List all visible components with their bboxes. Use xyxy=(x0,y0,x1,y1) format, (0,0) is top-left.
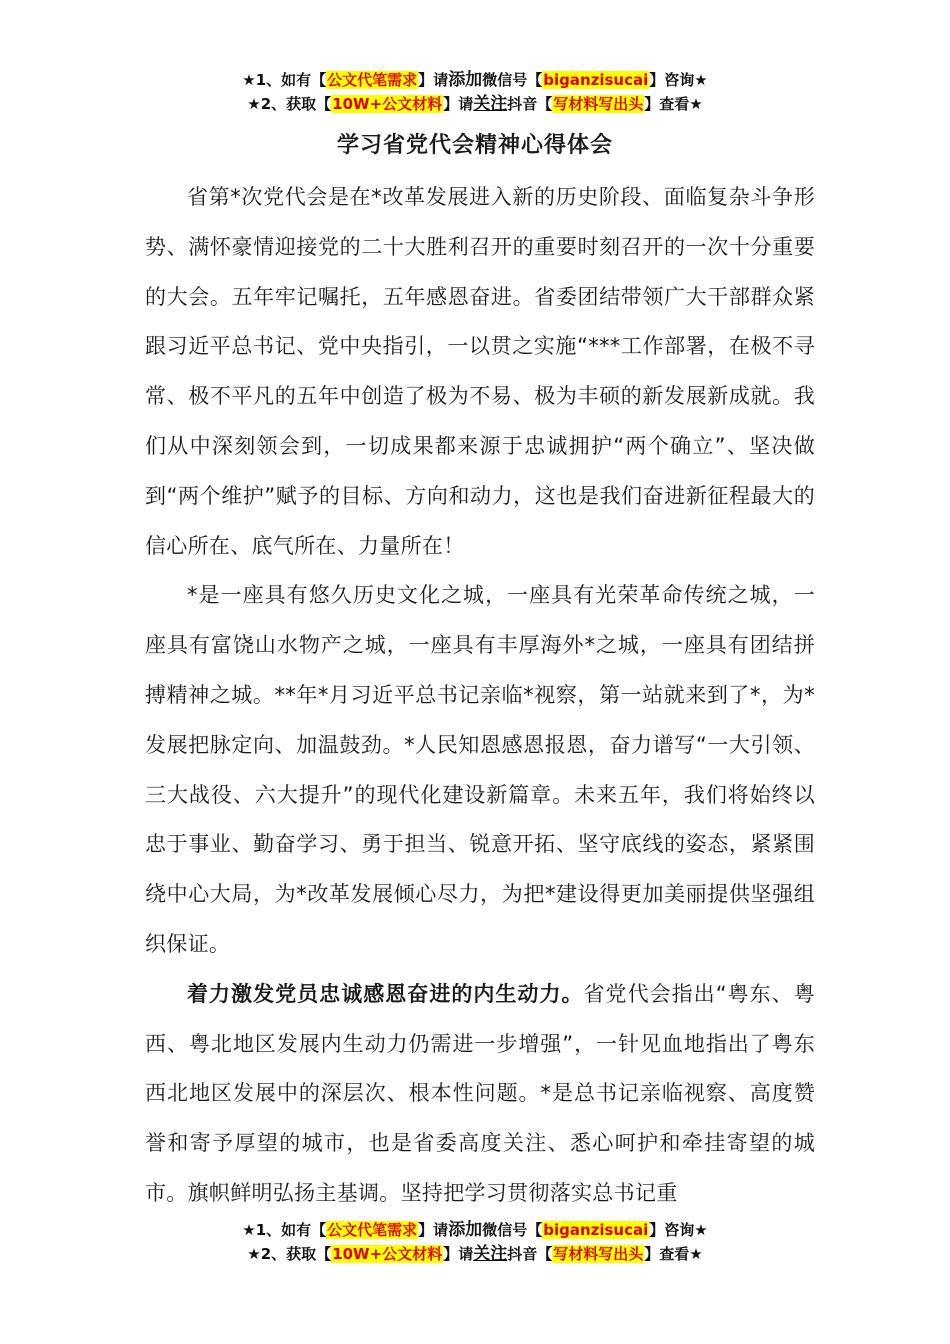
banner-highlight: biganzisucai xyxy=(543,1221,649,1239)
banner-text: 微信号【 xyxy=(482,1221,543,1239)
banner-text: 微信号【 xyxy=(482,71,543,89)
banner-highlight: 公文代笔需求 xyxy=(327,71,418,89)
banner-emphasis: 添加 xyxy=(448,1220,483,1240)
banner-highlight: 10W+公文材料 xyxy=(332,1245,443,1263)
paragraph-lead: 着力激发党员忠诚感恩奋进的内生动力。 xyxy=(187,981,584,1006)
footer-line-1 xyxy=(0,1218,950,1242)
banner-emphasis: 关注 xyxy=(473,1244,508,1264)
banner-highlight: biganzisucai xyxy=(543,71,649,89)
banner-text: 】查看★ xyxy=(644,1245,703,1263)
document-title: 学习省党代会精神心得体会 xyxy=(336,133,613,158)
banner-text: ★1、如有【 xyxy=(242,71,327,89)
banner-text: 】查看★ xyxy=(644,95,703,113)
paragraph-3 xyxy=(145,970,815,1219)
banner-text: ★2、获取【 xyxy=(247,1245,332,1263)
banner-text: 】请 xyxy=(443,95,474,113)
banner-text: 】咨询★ xyxy=(649,71,708,89)
paragraph-1 xyxy=(145,173,815,571)
banner-highlight: 写材料写出头 xyxy=(553,95,644,113)
banner-text: 】咨询★ xyxy=(649,1221,708,1239)
banner-line-1 xyxy=(0,68,950,92)
footer-line-2 xyxy=(0,1242,950,1266)
header-banner xyxy=(0,68,950,116)
banner-text: ★2、获取【 xyxy=(247,95,332,113)
banner-highlight: 写材料写出头 xyxy=(553,1245,644,1263)
paragraph-text: 省党代会指出“粤东、粤西、粤北地区发展内生动力仍需进一步增强”，一针见血地指出了粤东西北地区发展中的深层次、根本性问题。*是总书记亲临视察、高度赞誉和寄予厚望的城市，也是省委高度关注、悉心呵护和牵挂寄望的城市。旗帜鲜明弘扬主基调。坚持把学习贯彻落实总书记重 xyxy=(145,981,815,1205)
banner-line-2 xyxy=(0,92,950,116)
paragraph-text: 省第*次党代会是在*改革发展进入新的历史阶段、面临复杂斗争形势、满怀豪情迎接党的二十大胜利召开的重要时刻召开的一次十分重要的大会。五年牢记嘱托，五年感恩奋进。省委团结带领广大干部群众紧跟习近平总书记、党中央指引，一以贯之实施“***工作部署，在极不寻常、极不平凡的五年中创造了极为不易、极为丰硕的新发展新成就。我们从中深刻领会到，一切成果都来源于忠诚拥护“两个确立”、坚决做到“两个维护”赋予的目标、方向和动力，这也是我们奋进新征程最大的信心所在、底气所在、力量所在！ xyxy=(145,185,815,558)
banner-text: 】请 xyxy=(418,71,449,89)
document-body xyxy=(145,173,815,1219)
banner-emphasis: 关注 xyxy=(473,94,508,114)
banner-text: 】请 xyxy=(443,1245,474,1263)
footer-banner xyxy=(0,1218,950,1266)
banner-highlight: 10W+公文材料 xyxy=(332,95,443,113)
paragraph-text: *是一座具有悠久历史文化之城，一座具有光荣革命传统之城，一座具有富饶山水物产之城，一座具有丰厚海外*之城，一座具有团结拼搏精神之城。**年*月习近平总书记亲临*视察，第一站就来到了*，为*发展把脉定向、加温鼓劲。*人民知恩感恩报恩，奋力谱写“一大引领、三大战役、六大提升”的现代化建设新篇章。未来五年，我们将始终以忠于事业、勤奋学习、勇于担当、锐意开拓、坚守底线的姿态，紧紧围绕中心大局，为*改革发展倾心尽力，为把*建设得更加美丽提供坚强组织保证。 xyxy=(145,583,815,956)
banner-emphasis: 添加 xyxy=(448,70,483,90)
banner-highlight: 公文代笔需求 xyxy=(327,1221,418,1239)
banner-text: 抖音【 xyxy=(507,1245,553,1263)
banner-text: 抖音【 xyxy=(507,95,553,113)
banner-text: 】请 xyxy=(418,1221,449,1239)
banner-text: ★1、如有【 xyxy=(242,1221,327,1239)
paragraph-2 xyxy=(145,571,815,969)
